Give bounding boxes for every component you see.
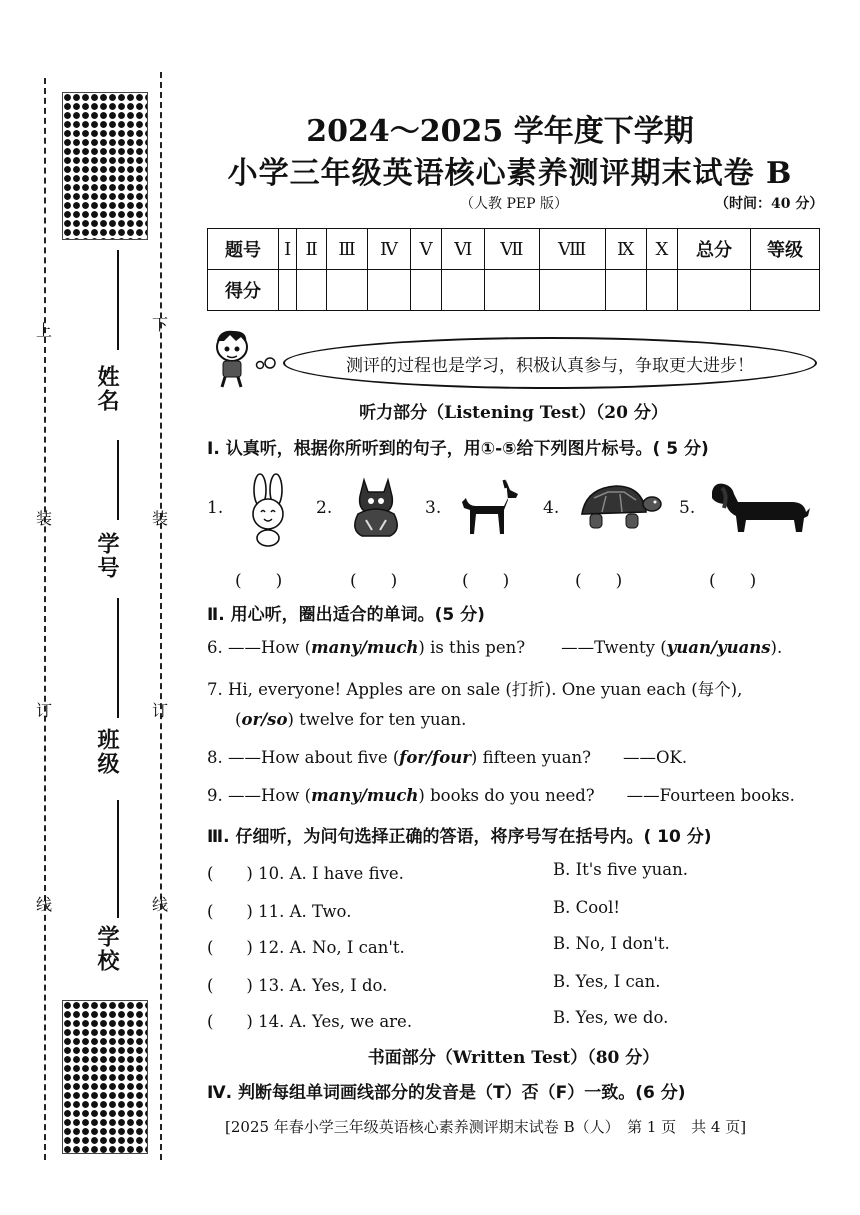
q8-part-c: ——OK.: [623, 748, 688, 767]
question-7-line2: [235, 710, 466, 729]
score-input-10[interactable]: [646, 270, 677, 311]
motto-text: 测评的过程也是学习，积极认真参与，争取更大进步！: [346, 355, 754, 376]
cell-q9: Ⅸ: [605, 229, 646, 270]
motto-speech-bubble: [283, 337, 817, 389]
binding-dash-line-left: [44, 78, 46, 1160]
dot-pattern-top: [62, 92, 148, 240]
dog-icon: [458, 476, 524, 538]
question-14-option-b[interactable]: B. Yes, we do.: [553, 1008, 669, 1027]
listening-heading: 听力部分（Listening Test）（20 分）: [359, 403, 668, 423]
class-blank-line: [117, 598, 119, 718]
cat-icon: [346, 474, 406, 538]
q7-part-c: ) twelve for ten yuan.: [287, 710, 467, 729]
q6-part-b: ) is this pen?: [418, 638, 526, 657]
q7-choice[interactable]: or/so: [241, 710, 288, 729]
cut-mark-xian-left: 线: [36, 895, 53, 914]
q9-choice[interactable]: many/much: [311, 786, 419, 805]
score-input-total[interactable]: [678, 270, 751, 311]
question-11-option-b[interactable]: B. Cool!: [553, 898, 621, 917]
score-input-1[interactable]: [279, 270, 297, 311]
cell-q1: Ⅰ: [279, 229, 297, 270]
score-input-9[interactable]: [605, 270, 646, 311]
cell-q4: Ⅳ: [368, 229, 411, 270]
student-id-blank-line: [117, 440, 119, 520]
name-label: 姓名: [94, 365, 119, 413]
question-12-option-a[interactable]: ( ) 12. A. No, I can't.: [207, 938, 405, 957]
section3-title: Ⅲ. 仔细听，为问句选择正确的答语，将序号写在括号内。( 10 分): [207, 827, 712, 847]
cut-mark-top-left: 上: [36, 321, 53, 340]
pic-number-2: 2.: [316, 498, 333, 518]
exam-title: 小学三年级英语核心素养测评期末试卷 B: [227, 156, 793, 191]
score-input-grade[interactable]: [751, 270, 820, 311]
q9-part-a: 9. ——How (: [207, 786, 312, 805]
q6-choice-2[interactable]: yuan/yuans: [666, 638, 771, 657]
score-table: [207, 228, 820, 311]
turtle-icon: [572, 478, 662, 536]
cell-total: 总分: [678, 229, 751, 270]
score-input-5[interactable]: [410, 270, 441, 311]
cell-grade: 等级: [751, 229, 820, 270]
q8-part-a: 8. ——How about five (: [207, 748, 400, 767]
question-10-option-a[interactable]: ( ) 10. A. I have five.: [207, 864, 404, 883]
q8-part-b: ) fifteen yuan?: [470, 748, 592, 767]
cut-mark-zhuang-right: 装: [152, 509, 169, 528]
question-14-option-a[interactable]: ( ) 14. A. Yes, we are.: [207, 1012, 413, 1031]
score-table-header-row: [208, 229, 820, 270]
dachshund-icon: [708, 478, 812, 538]
cell-q10: Ⅹ: [646, 229, 677, 270]
question-13-option-b[interactable]: B. Yes, I can.: [553, 972, 661, 991]
section2-title: Ⅱ. 用心听，圈出适合的单词。(5 分): [207, 605, 485, 625]
cut-mark-ding-left: 订: [36, 701, 53, 720]
answer-blank-3[interactable]: ( ): [462, 571, 510, 591]
cell-q2: Ⅱ: [297, 229, 327, 270]
rabbit-icon: [240, 472, 296, 548]
boy-mascot-icon: [208, 325, 280, 391]
cut-mark-top-right: 下: [152, 315, 169, 334]
cut-mark-xian-right: 线: [152, 895, 169, 914]
score-input-2[interactable]: [297, 270, 327, 311]
class-label: 班级: [94, 728, 119, 776]
cell-score-label: 得分: [208, 270, 279, 311]
exam-title-year: 2024～2025 学年度下学期: [306, 114, 694, 149]
page-footer: [2025 年春小学三年级英语核心素养测评期末试卷 B（人） 第 1 页 共 4 页]: [225, 1118, 747, 1136]
question-7-line1: 7. Hi, everyone! Apples are on sale (打折). One yuan each (每个),: [207, 680, 743, 699]
question-12-option-b[interactable]: B. No, I don't.: [553, 934, 670, 953]
answer-blank-5[interactable]: ( ): [709, 571, 757, 591]
written-heading: 书面部分（Written Test）（80 分）: [367, 1048, 660, 1068]
answer-blank-1[interactable]: ( ): [235, 571, 283, 591]
pic-number-4: 4.: [543, 498, 560, 518]
q6-choice-1[interactable]: many/much: [311, 638, 419, 657]
binding-dash-line-right: [160, 72, 162, 1160]
question-11-option-a[interactable]: ( ) 11. A. Two.: [207, 902, 352, 921]
school-label: 学校: [94, 925, 119, 973]
pic-number-3: 3.: [425, 498, 442, 518]
edition-label: （人教 PEP 版）: [460, 196, 568, 212]
q7-open-paren: (: [235, 710, 242, 729]
score-input-6[interactable]: [442, 270, 485, 311]
question-9: [207, 786, 795, 805]
q6-part-a: 6. ——How (: [207, 638, 312, 657]
question-8: [207, 748, 687, 767]
pic-number-1: 1.: [207, 498, 224, 518]
score-input-3[interactable]: [326, 270, 367, 311]
cell-q5: Ⅴ: [410, 229, 441, 270]
q9-part-b: ) books do you need?: [418, 786, 595, 805]
q8-choice[interactable]: for/four: [399, 748, 471, 767]
dot-pattern-bottom: [62, 1000, 148, 1154]
question-6: [207, 638, 782, 657]
score-input-8[interactable]: [539, 270, 605, 311]
name-blank-line: [117, 250, 119, 350]
school-blank-line: [117, 800, 119, 918]
cell-q7: Ⅶ: [485, 229, 539, 270]
cell-q8: Ⅷ: [539, 229, 605, 270]
student-id-label: 学号: [94, 532, 119, 580]
pic-number-5: 5.: [679, 498, 696, 518]
question-13-option-a[interactable]: ( ) 13. A. Yes, I do.: [207, 976, 388, 995]
cell-question-no: 题号: [208, 229, 279, 270]
time-label: （时间：40 分）: [715, 196, 824, 212]
section1-title: Ⅰ. 认真听，根据你所听到的句子，用①-⑤给下列图片标号。( 5 分): [207, 439, 709, 459]
cut-mark-ding-right: 订: [152, 701, 169, 720]
q9-part-c: ——Fourteen books.: [626, 786, 795, 805]
answer-blank-4[interactable]: ( ): [575, 571, 623, 591]
section4-title: Ⅳ. 判断每组单词画线部分的发音是（T）否（F）一致。(6 分): [207, 1083, 686, 1103]
q6-part-d: ).: [770, 638, 783, 657]
question-10-option-b[interactable]: B. It's five yuan.: [553, 860, 689, 879]
cell-q3: Ⅲ: [326, 229, 367, 270]
q6-part-c: ——Twenty (: [561, 638, 667, 657]
cut-mark-zhuang-left: 装: [36, 509, 53, 528]
cell-q6: Ⅵ: [442, 229, 485, 270]
score-input-7[interactable]: [485, 270, 539, 311]
score-table-score-row: [208, 270, 820, 311]
answer-blank-2[interactable]: ( ): [350, 571, 398, 591]
score-input-4[interactable]: [368, 270, 411, 311]
